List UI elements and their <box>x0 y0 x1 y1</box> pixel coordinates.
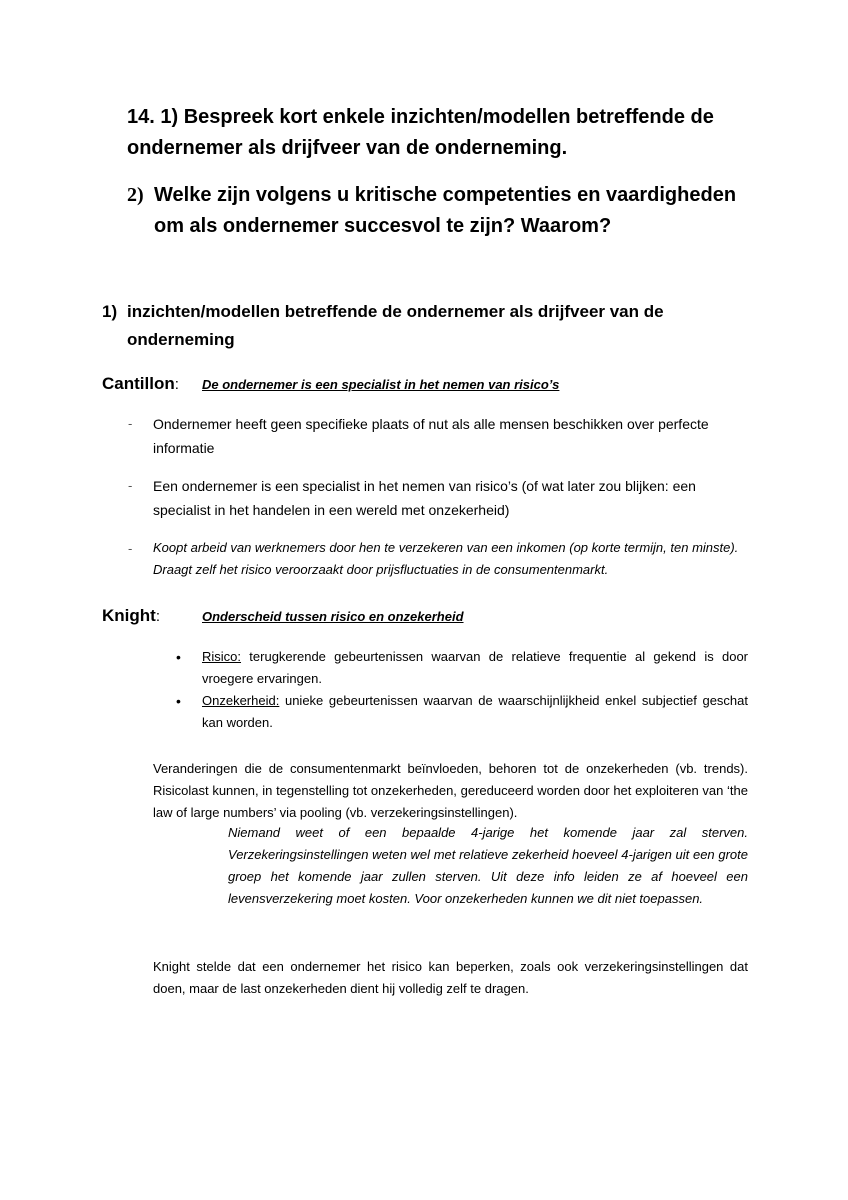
cantillon-item-1: Ondernemer heeft geen specifieke plaats of nut als alle mensen beschikken over perfecte informatie <box>153 416 709 456</box>
knight-colon: : <box>155 608 160 625</box>
question-2-text: Welke zijn volgens u kritische competenties en vaardigheden om als ondernemer succesvol te zijn? Waarom? <box>154 184 737 237</box>
section-heading <box>102 298 742 354</box>
term-risico: Risico: <box>202 649 242 664</box>
knight-subtitle: Onderscheid tussen risico en onzekerheid <box>202 609 464 624</box>
knight-bullet-risico <box>202 646 748 690</box>
bullet-marker: • <box>176 693 181 709</box>
onzekerheid-definition: unieke gebeurtenissen waarvan de waarschijnlijkheid enkel subjectief geschat kan worden. <box>202 693 748 730</box>
knight-paragraph-1: Veranderingen die de consumentenmarkt beïnvloeden, behoren tot de onzekerheden (vb. trends). Risicolast kunnen, in tegenstelling tot onzekerheden, gereduceerd worden door het exploiteren van ‘the law of large numbers’ via pooling (vb. verzekeringsinstellingen). <box>153 761 748 820</box>
bullet-marker: • <box>176 649 181 665</box>
cantillon-heading <box>102 373 179 396</box>
knight-example-quote: Niemand weet of een bepaalde 4-jarige het komende jaar zal sterven. Verzekeringsinstellingen weten wel met relatieve zekerheid hoeveel 4-jarigen uit een grote groep het komende jaar zullen sterven. Uit deze info leiden ze af hoeveel een levensverzekering moet kosten. Voor onzekerheden kunnen we dit niet toepassen. <box>228 825 748 906</box>
knight-paragraph-2: Knight stelde dat een ondernemer het risico kan beperken, zoals ook verzekeringsinstellingen dat doen, maar de last onzekerheden dient hij volledig zelf te dragen. <box>153 959 748 996</box>
question-2 <box>127 180 767 242</box>
section-number: 1) <box>102 302 118 321</box>
question-2-number: 2) <box>127 184 144 206</box>
dash-marker: - <box>128 416 133 431</box>
knight-heading <box>102 605 160 628</box>
term-onzekerheid: Onzekerheid: <box>202 693 280 708</box>
cantillon-item-3: Koopt arbeid van werknemers door hen te verzekeren van een inkomen (op korte termijn, ten minste). Draagt zelf het risico veroorzaakt door prijsfluctuaties in de consumentenmarkt. <box>153 540 739 577</box>
knight-bullet-onzekerheid <box>202 690 748 734</box>
cantillon-item-2: Een ondernemer is een specialist in het nemen van risico’s (of wat later zou blijken: een specialist in het handelen in een wereld met onzekerheid) <box>153 478 696 518</box>
cantillon-subtitle: De ondernemer is een specialist in het nemen van risico’s <box>202 377 560 392</box>
cantillon-colon: : <box>174 376 179 393</box>
dash-marker: - <box>128 541 133 556</box>
dash-marker: - <box>128 478 133 493</box>
question-1: 14. 1) Bespreek kort enkele inzichten/modellen betreffende de ondernemer als drijfveer van de onderneming. <box>127 106 714 159</box>
section-title: inzichten/modellen betreffende de ondernemer als drijfveer van de onderneming <box>127 302 664 349</box>
risico-definition: terugkerende gebeurtenissen waarvan de relatieve frequentie al gekend is door vroegere ervaringen. <box>202 649 748 686</box>
knight-name: Knight <box>102 606 156 625</box>
cantillon-name: Cantillon <box>102 374 175 393</box>
